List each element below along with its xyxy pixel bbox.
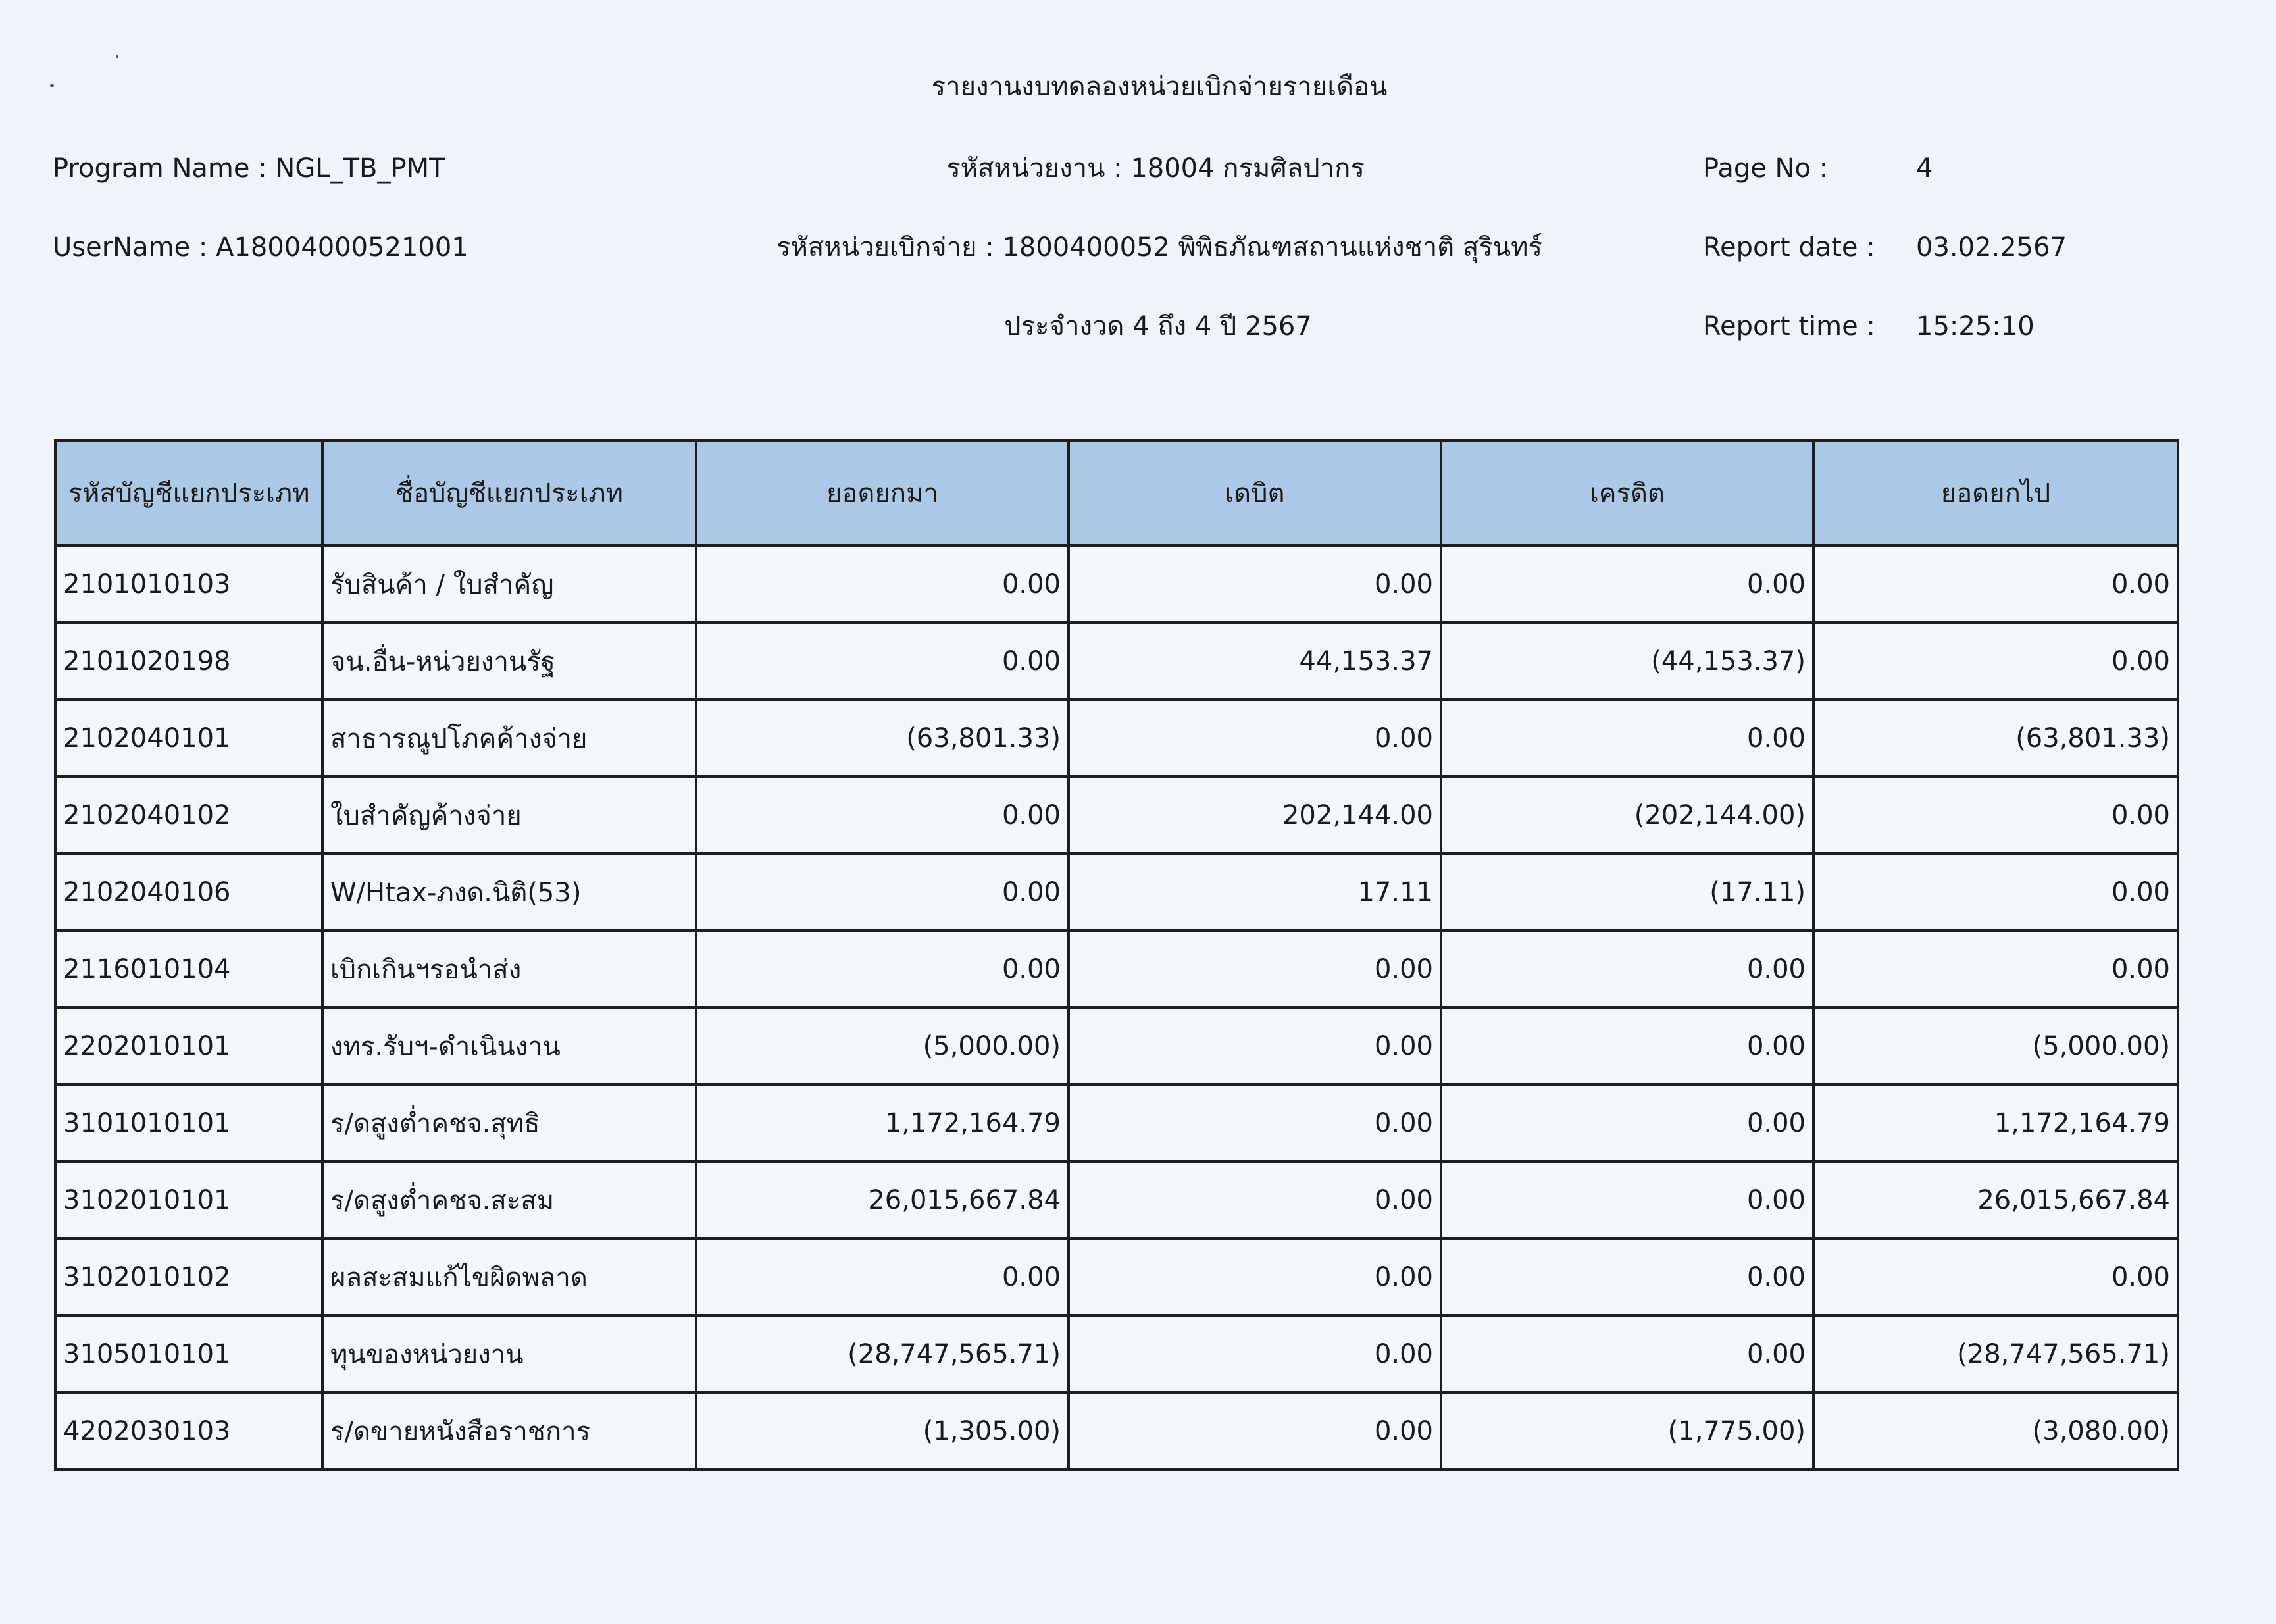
account-code: 2102040102 xyxy=(55,776,322,853)
table-row xyxy=(55,1161,2178,1238)
debit: 0.00 xyxy=(1069,1238,1441,1315)
credit: 0.00 xyxy=(1441,1161,1813,1238)
debit: 0.00 xyxy=(1069,930,1441,1007)
opening-balance: 1,172,164.79 xyxy=(696,1084,1069,1161)
account-code: 2102040101 xyxy=(55,699,322,776)
report-title: รายงานงบทดลองหน่วยเบิกจ่ายรายเดือน xyxy=(931,72,1388,102)
header-closing-balance: ยอดยกไป xyxy=(1813,440,2178,546)
program-name: Program Name : NGL_TB_PMT xyxy=(53,153,445,184)
opening-balance: 0.00 xyxy=(696,622,1069,699)
opening-balance: 0.00 xyxy=(696,546,1069,622)
credit: 0.00 xyxy=(1441,1315,1813,1392)
report-date: 03.02.2567 xyxy=(1916,232,2067,263)
table-row xyxy=(55,1392,2178,1469)
debit: 0.00 xyxy=(1069,1161,1441,1238)
account-name: ผลสะสมแก้ไขผิดพลาด xyxy=(322,1238,696,1315)
closing-balance: (5,000.00) xyxy=(1813,1007,2178,1084)
page-no-label: Page No : xyxy=(1703,153,1829,184)
table-row xyxy=(55,1007,2178,1084)
account-code: 2101020198 xyxy=(55,622,322,699)
report-period: ประจำงวด 4 ถึง 4 ปี 2567 xyxy=(1004,311,1312,342)
account-code: 3102010101 xyxy=(55,1161,322,1238)
report-time-label: Report time : xyxy=(1703,311,1875,342)
closing-balance: 0.00 xyxy=(1813,1238,2178,1315)
closing-balance: 0.00 xyxy=(1813,622,2178,699)
table-header-row xyxy=(55,440,2178,546)
table-row xyxy=(55,1315,2178,1392)
debit: 17.11 xyxy=(1069,853,1441,930)
debit: 44,153.37 xyxy=(1069,622,1441,699)
account-code: 3105010101 xyxy=(55,1315,322,1392)
account-code: 2102040106 xyxy=(55,853,322,930)
opening-balance: 0.00 xyxy=(696,776,1069,853)
opening-balance: 0.00 xyxy=(696,930,1069,1007)
credit: (17.11) xyxy=(1441,853,1813,930)
account-name: ทุนของหน่วยงาน xyxy=(322,1315,696,1392)
report-time: 15:25:10 xyxy=(1916,311,2035,342)
page-no: 4 xyxy=(1916,153,1933,184)
opening-balance: 0.00 xyxy=(696,1238,1069,1315)
closing-balance: 0.00 xyxy=(1813,853,2178,930)
opening-balance: (28,747,565.71) xyxy=(696,1315,1069,1392)
table-row xyxy=(55,546,2178,622)
header-account-name: ชื่อบัญชีแยกประเภท xyxy=(322,440,696,546)
report-date-label: Report date : xyxy=(1703,232,1875,263)
account-name: ใบสำคัญค้างจ่าย xyxy=(322,776,696,853)
table-row xyxy=(55,1238,2178,1315)
header-account-code: รหัสบัญชีแยกประเภท xyxy=(55,440,322,546)
scan-speck xyxy=(116,55,118,58)
account-name: จน.อื่น-หน่วยงานรัฐ xyxy=(322,622,696,699)
account-code: 3102010102 xyxy=(55,1238,322,1315)
credit: (44,153.37) xyxy=(1441,622,1813,699)
account-name: รับสินค้า / ใบสำคัญ xyxy=(322,546,696,622)
closing-balance: 26,015,667.84 xyxy=(1813,1161,2178,1238)
credit: 0.00 xyxy=(1441,699,1813,776)
account-name: ร/ดสูงต่ำคชจ.สุทธิ xyxy=(322,1084,696,1161)
account-code: 2116010104 xyxy=(55,930,322,1007)
disbursing-unit: รหัสหน่วยเบิกจ่าย : 1800400052 พิพิธภัณฑสถานแห่งชาติ สุรินทร์ xyxy=(776,232,1542,263)
closing-balance: 1,172,164.79 xyxy=(1813,1084,2178,1161)
scan-speck xyxy=(50,84,54,87)
table-row xyxy=(55,1084,2178,1161)
closing-balance: (63,801.33) xyxy=(1813,699,2178,776)
table-row xyxy=(55,853,2178,930)
credit: 0.00 xyxy=(1441,546,1813,622)
opening-balance: (1,305.00) xyxy=(696,1392,1069,1469)
closing-balance: 0.00 xyxy=(1813,546,2178,622)
opening-balance: (63,801.33) xyxy=(696,699,1069,776)
closing-balance: 0.00 xyxy=(1813,930,2178,1007)
debit: 202,144.00 xyxy=(1069,776,1441,853)
credit: (1,775.00) xyxy=(1441,1392,1813,1469)
account-code: 2202010101 xyxy=(55,1007,322,1084)
debit: 0.00 xyxy=(1069,1007,1441,1084)
opening-balance: (5,000.00) xyxy=(696,1007,1069,1084)
debit: 0.00 xyxy=(1069,1315,1441,1392)
debit: 0.00 xyxy=(1069,546,1441,622)
table-row xyxy=(55,930,2178,1007)
closing-balance: (28,747,565.71) xyxy=(1813,1315,2178,1392)
account-name: สาธารณูปโภคค้างจ่าย xyxy=(322,699,696,776)
account-name: งทร.รับฯ-ดำเนินงาน xyxy=(322,1007,696,1084)
debit: 0.00 xyxy=(1069,1392,1441,1469)
debit: 0.00 xyxy=(1069,1084,1441,1161)
opening-balance: 26,015,667.84 xyxy=(696,1161,1069,1238)
opening-balance: 0.00 xyxy=(696,853,1069,930)
account-name: เบิกเกินฯรอนำส่ง xyxy=(322,930,696,1007)
closing-balance: (3,080.00) xyxy=(1813,1392,2178,1469)
credit: 0.00 xyxy=(1441,1238,1813,1315)
header-credit: เครดิต xyxy=(1441,440,1813,546)
account-name: ร/ดขายหนังสือราชการ xyxy=(322,1392,696,1469)
trial-balance-table xyxy=(54,439,2179,1471)
debit: 0.00 xyxy=(1069,699,1441,776)
account-code: 4202030103 xyxy=(55,1392,322,1469)
user-name: UserName : A18004000521001 xyxy=(53,232,468,263)
credit: 0.00 xyxy=(1441,1084,1813,1161)
agency-code: รหัสหน่วยงาน : 18004 กรมศิลปากร xyxy=(946,153,1365,184)
header-debit: เดบิต xyxy=(1069,440,1441,546)
account-name: ร/ดสูงต่ำคชจ.สะสม xyxy=(322,1161,696,1238)
account-name: W/Htax-ภงด.นิติ(53) xyxy=(322,853,696,930)
account-code: 3101010101 xyxy=(55,1084,322,1161)
header-opening-balance: ยอดยกมา xyxy=(696,440,1069,546)
credit: 0.00 xyxy=(1441,1007,1813,1084)
credit: (202,144.00) xyxy=(1441,776,1813,853)
table-row xyxy=(55,776,2178,853)
table-row xyxy=(55,699,2178,776)
table-row xyxy=(55,622,2178,699)
account-code: 2101010103 xyxy=(55,546,322,622)
closing-balance: 0.00 xyxy=(1813,776,2178,853)
credit: 0.00 xyxy=(1441,930,1813,1007)
